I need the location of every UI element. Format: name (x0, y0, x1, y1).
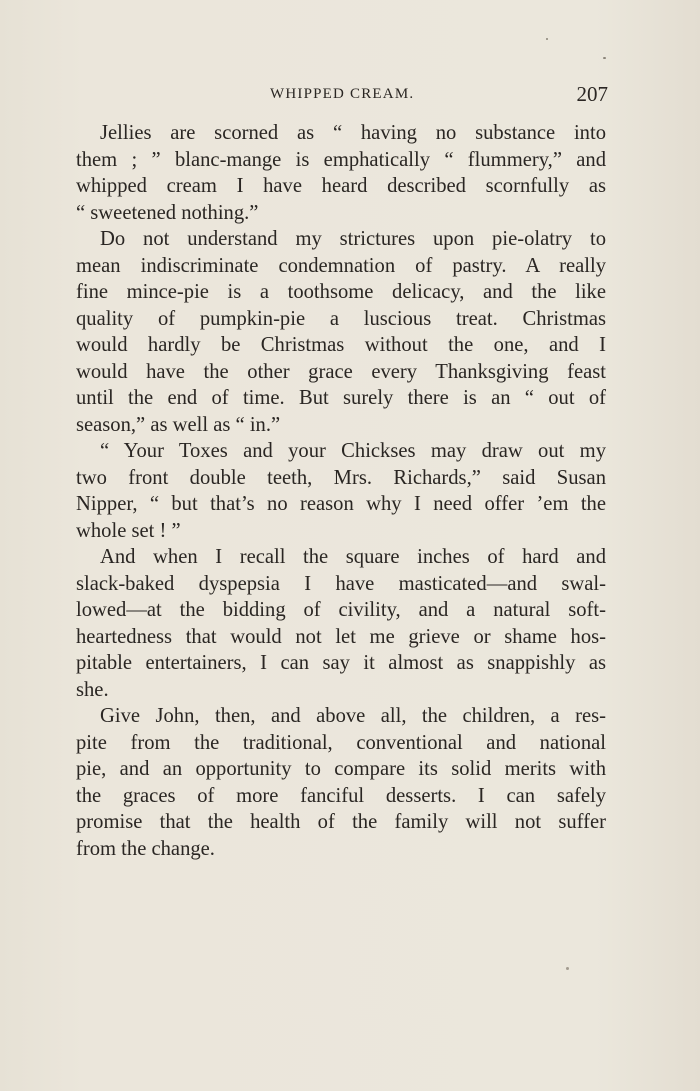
text-line: quality of pumpkin-pie a luscious treat. Christmas (76, 307, 606, 330)
text-line: whipped cream I have heard described scornfully as (76, 175, 606, 197)
text-line: two front double teeth, Mrs. Richards,” said Susan (76, 466, 606, 489)
text-line: season,” as well as “ in.” (76, 413, 281, 436)
text-line: would hardly be Christmas without the one, and I (76, 334, 606, 356)
paragraph (76, 120, 606, 226)
text-line: mean indiscriminate condemnation of pastry. A really (76, 254, 606, 277)
text-line: lowed—at the bidding of civility, and a natural soft- (76, 599, 606, 621)
text-line: Do not understand my strictures upon pie-olatry to (100, 228, 606, 250)
paragraph (76, 438, 606, 544)
paragraph (76, 226, 606, 438)
text-line: pie, and an opportunity to compare its solid merits with (76, 758, 606, 780)
paper-speck (603, 57, 606, 59)
paragraph (76, 544, 606, 703)
text-line: “ Your Toxes and your Chickses may draw out my (100, 440, 606, 462)
text-line: she. (76, 678, 109, 701)
text-line: whole set ! ” (76, 519, 181, 542)
page-number: 207 (576, 82, 608, 106)
body-text (76, 120, 606, 862)
text-line: And when I recall the square inches of hard and (100, 546, 606, 568)
paper-speck (546, 38, 548, 40)
text-line: pitable entertainers, I can say it almost as snappishly as (76, 652, 606, 674)
text-line: pite from the traditional, conventional and national (76, 731, 606, 754)
text-line: Nipper, “ but that’s no reason why I need offer ’em the (76, 493, 606, 515)
text-line: Give John, then, and above all, the children, a res- (100, 705, 606, 727)
text-line: heartedness that would not let me grieve or shame hos- (76, 625, 606, 648)
text-line: “ sweetened nothing.” (76, 201, 259, 224)
text-line: slack-baked dyspepsia I have masticated—and swal- (76, 572, 606, 595)
running-head: WHIPPED CREAM. (270, 86, 415, 102)
text-line: the graces of more fanciful desserts. I can safely (76, 784, 606, 807)
text-line: would have the other grace every Thanksgiving feast (76, 360, 606, 383)
text-line: them ; ” blanc-mange is emphatically “ flummery,” and (76, 148, 606, 171)
text-line: Jellies are scorned as “ having no substance into (100, 122, 606, 144)
text-line: until the end of time. But surely there is an “ out of (76, 387, 606, 409)
paper-speck (566, 967, 569, 970)
text-line: promise that the health of the family will not suffer (76, 811, 606, 833)
page-header (74, 84, 608, 110)
text-line: from the change. (76, 837, 215, 860)
paragraph (76, 703, 606, 862)
text-line: fine mince-pie is a toothsome delicacy, and the like (76, 281, 606, 303)
